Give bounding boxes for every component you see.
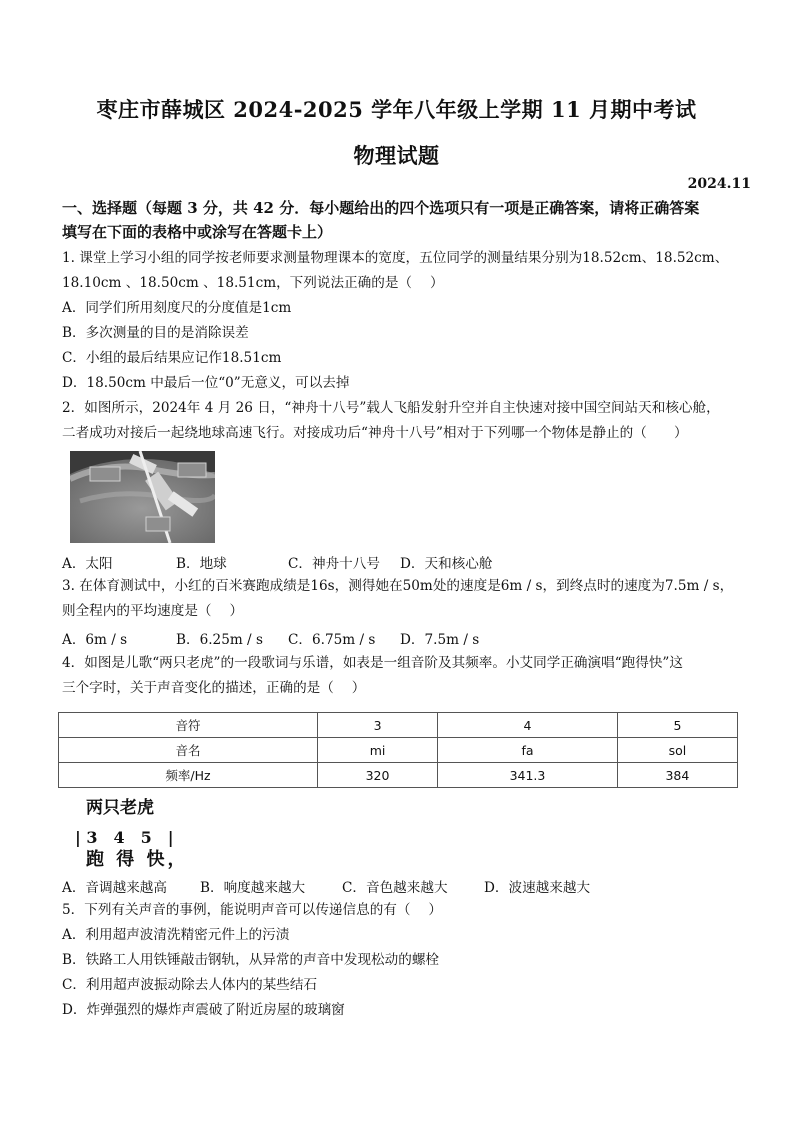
q3-stem-line1: 3. 在体育测试中，小红的百米赛跑成绩是16s，测得她在50m处的速度是6m / s，到终点时的速度为7.5m / s， xyxy=(62,578,734,594)
q1-stem-line2: 18.10cm 、18.50cm 、18.51cm，下列说法正确的是（ ） xyxy=(62,275,444,291)
table-cell: sol xyxy=(617,738,737,763)
table-cell: 音名 xyxy=(59,738,318,763)
q5-stem: 5．下列有关声音的事例，能说明声音可以传递信息的有（ ） xyxy=(62,902,442,918)
table-cell: 5 xyxy=(617,713,737,738)
table-cell: 320 xyxy=(317,763,437,788)
q1-option-a: A．同学们所用刻度尺的分度值是1cm xyxy=(62,300,292,316)
table-cell: 3 xyxy=(317,713,437,738)
q5-option-d: D．炸弹强烈的爆炸声震破了附近房屋的玻璃窗 xyxy=(62,1002,345,1018)
table-cell: 384 xyxy=(617,763,737,788)
q2-stem-line1: 2．如图所示，2024年 4 月 26 日，“神舟十八号”载人飞船发射升空并自主快速对接中国空间站天和核心舱， xyxy=(62,400,720,416)
table-row xyxy=(59,738,738,763)
song-title: 两只老虎 xyxy=(86,798,154,818)
q1-option-d: D．18.50cm 中最后一位“0”无意义，可以去掉 xyxy=(62,375,350,391)
table-cell: 音符 xyxy=(59,713,318,738)
q3-option-d: D．7.5m / s xyxy=(400,632,480,648)
q2-option-d: D．天和核心舱 xyxy=(400,556,493,572)
q1-option-c: C．小组的最后结果应记作18.51cm xyxy=(62,350,282,366)
q4-option-c: C．音色越来越大 xyxy=(342,880,448,896)
spacecraft-docking-photo xyxy=(70,451,215,543)
table-cell: 4 xyxy=(438,713,618,738)
q4-stem-line2: 三个字时，关于声音变化的描述，正确的是（ ） xyxy=(62,680,366,696)
q3-stem-line2: 则全程内的平均速度是（ ） xyxy=(62,603,244,619)
q4-option-b: B．响度越来越大 xyxy=(200,880,306,896)
q2-option-b: B．地球 xyxy=(176,556,227,572)
exam-subtitle: 物理试题 xyxy=(353,143,440,168)
exam-date: 2024.11 xyxy=(687,176,751,192)
pitch-frequency-table xyxy=(58,712,738,788)
q2-stem-line2: 二者成功对接后一起绕地球高速飞行。对接成功后“神舟十八号”相对于下列哪一个物体是静止的（ ） xyxy=(62,425,688,441)
table-row xyxy=(59,763,738,788)
q3-options xyxy=(62,628,742,646)
table-row xyxy=(59,713,738,738)
q4-stem-line1: 4．如图是儿歌“两只老虎”的一段歌词与乐谱，如表是一组音阶及其频率。小艾同学正确演唱“跑得快”这 xyxy=(62,655,683,671)
q3-option-c: C．6.75m / s xyxy=(288,632,376,648)
q4-options xyxy=(62,876,742,894)
song-lyrics: 跑 得 快， xyxy=(86,849,189,870)
q5-option-b: B．铁路工人用铁锤敲击钢轨，从异常的声音中发现松动的螺栓 xyxy=(62,952,440,968)
q4-option-a: A．音调越来越高 xyxy=(62,880,167,896)
table-cell: 频率/Hz xyxy=(59,763,318,788)
table-cell: fa xyxy=(438,738,618,763)
section-heading-line2: 填写在下面的表格中或涂写在答题卡上） xyxy=(62,223,333,241)
music-notation: | 3 4 5 | xyxy=(75,828,174,847)
q5-option-c: C．利用超声波振动除去人体内的某些结石 xyxy=(62,977,318,993)
q2-options xyxy=(62,552,742,570)
exam-title: 枣庄市薛城区 2024-2025 学年八年级上学期 11 月期中考试 xyxy=(96,97,697,122)
q1-stem-line1: 1. 课堂上学习小组的同学按老师要求测量物理课本的宽度，五位同学的测量结果分别为18.52cm、18.52cm、 xyxy=(62,250,729,266)
q2-option-c: C．神舟十八号 xyxy=(288,556,380,572)
table-cell: 341.3 xyxy=(438,763,618,788)
q3-option-a: A．6m / s xyxy=(62,632,128,648)
q2-option-a: A．太阳 xyxy=(62,556,113,572)
q5-option-a: A．利用超声波清洗精密元件上的污渍 xyxy=(62,927,290,943)
q3-option-b: B．6.25m / s xyxy=(176,632,263,648)
q4-option-d: D．波速越来越大 xyxy=(484,880,591,896)
q1-option-b: B．多次测量的目的是消除误差 xyxy=(62,325,249,341)
section-heading-line1: 一、选择题（每题 3 分，共 42 分．每小题给出的四个选项只有一项是正确答案，请将正确答案 xyxy=(62,199,700,217)
table-cell: mi xyxy=(317,738,437,763)
